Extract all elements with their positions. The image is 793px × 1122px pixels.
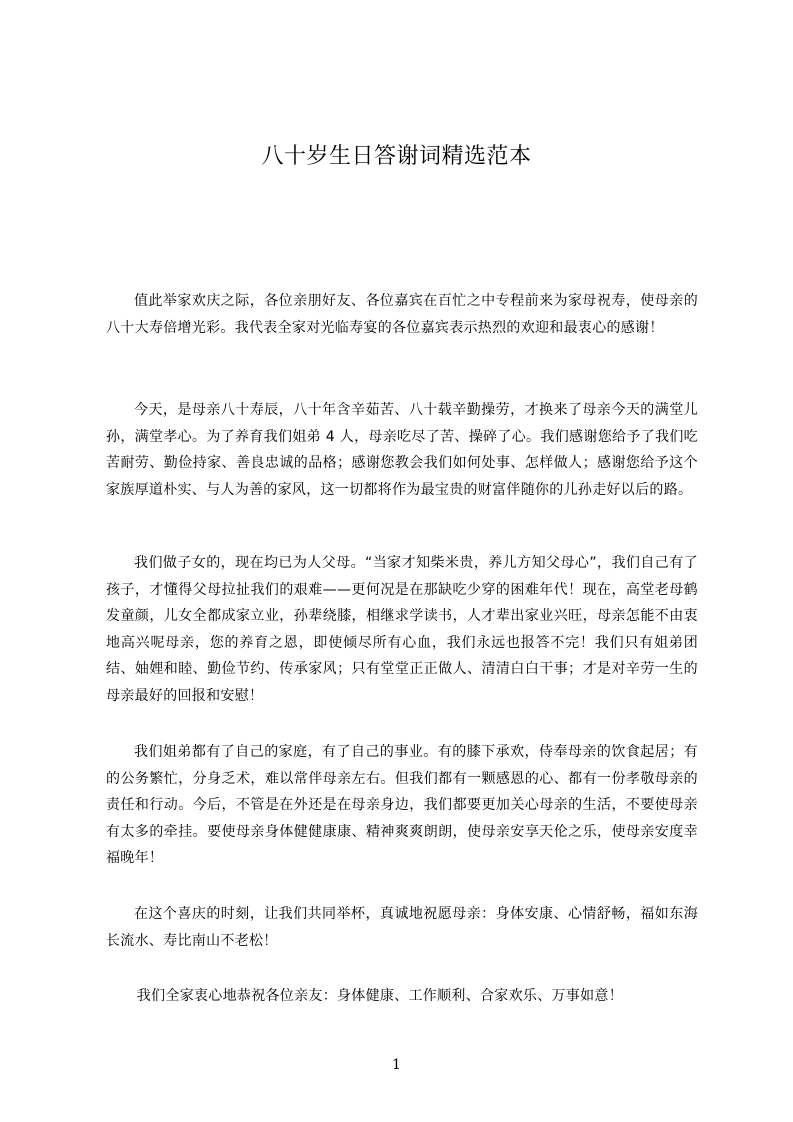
paragraph-parenthood: 我们做子女的，现在均已为人父母。“当家才知柴米贵，养儿方知父母心”，我们自己有了孩子，才懂得父母拉扯我们的艰难——更何况是在那缺吃少穿的困难年代！现在，高堂老母鹤发童颜，儿女全都成家立业，孙辈绕膝，相继求学读书，人才辈出家业兴旺，母亲怎能不由衷地高兴呢母亲，您的养育之恩，即使倾尽所有心血，我们永远也报答不完！我们只有姐弟团结、妯娌和睦、勤俭节约、传承家风；只有堂堂正正做人、清清白白干事；才是对辛劳一生的母亲最好的回报和安慰！ (106, 555, 698, 704)
paragraph-welcome: 值此举家欢庆之际，各位亲朋好友、各位嘉宾在百忙之中专程前来为家母祝寿，使母亲的八十大寿倍增光彩。我代表全家对光临寿宴的各位嘉宾表示热烈的欢迎和最衷心的感谢！ (106, 293, 698, 336)
paragraph-blessing: 我们全家衷心地恭祝各位亲友：身体健康、工作顺利、合家欢乐、万事如意！ (136, 988, 623, 1004)
paragraph-siblings: 我们姐弟都有了自己的家庭，有了自己的事业。有的膝下承欢，侍奉母亲的饮食起居；有的公务繁忙，分身乏术，难以常伴母亲左右。但我们都有一颗感恩的心、都有一份孝敬母亲的责任和行动。今后，不管是在外还是在母亲身边，我们都要更加关心母亲的生活，不要使母亲有太多的牵挂。要使母亲身体健健康康、精神爽爽朗朗，使母亲安享天伦之乐，使母亲安度幸福晚年！ (106, 744, 698, 866)
paragraph-gratitude: 今天，是母亲八十寿辰，八十年含辛茹苦、八十载辛勤操劳，才换来了母亲今天的满堂儿孙，满堂孝心。为了养育我们姐弟 4 人，母亲吃尽了苦、操碎了心。我们感谢您给予了我们吃苦耐劳、勤俭持家、善良忠诚的品格；感谢您教会我们如何处事、怎样做人；感谢您给予这个家族厚道朴实、与人为善的家风，这一切都将作为最宝贵的财富伴随你的儿孙走好以后的路。 (106, 402, 698, 498)
page-number: 1 (392, 1057, 401, 1073)
document-title: 八十岁生日答谢词精选范本 (261, 144, 532, 169)
paragraph-toast: 在这个喜庆的时刻，让我们共同举杯，真诚地祝愿母亲：身体安康、心情舒畅，福如东海长流水、寿比南山不老松！ (106, 906, 698, 949)
